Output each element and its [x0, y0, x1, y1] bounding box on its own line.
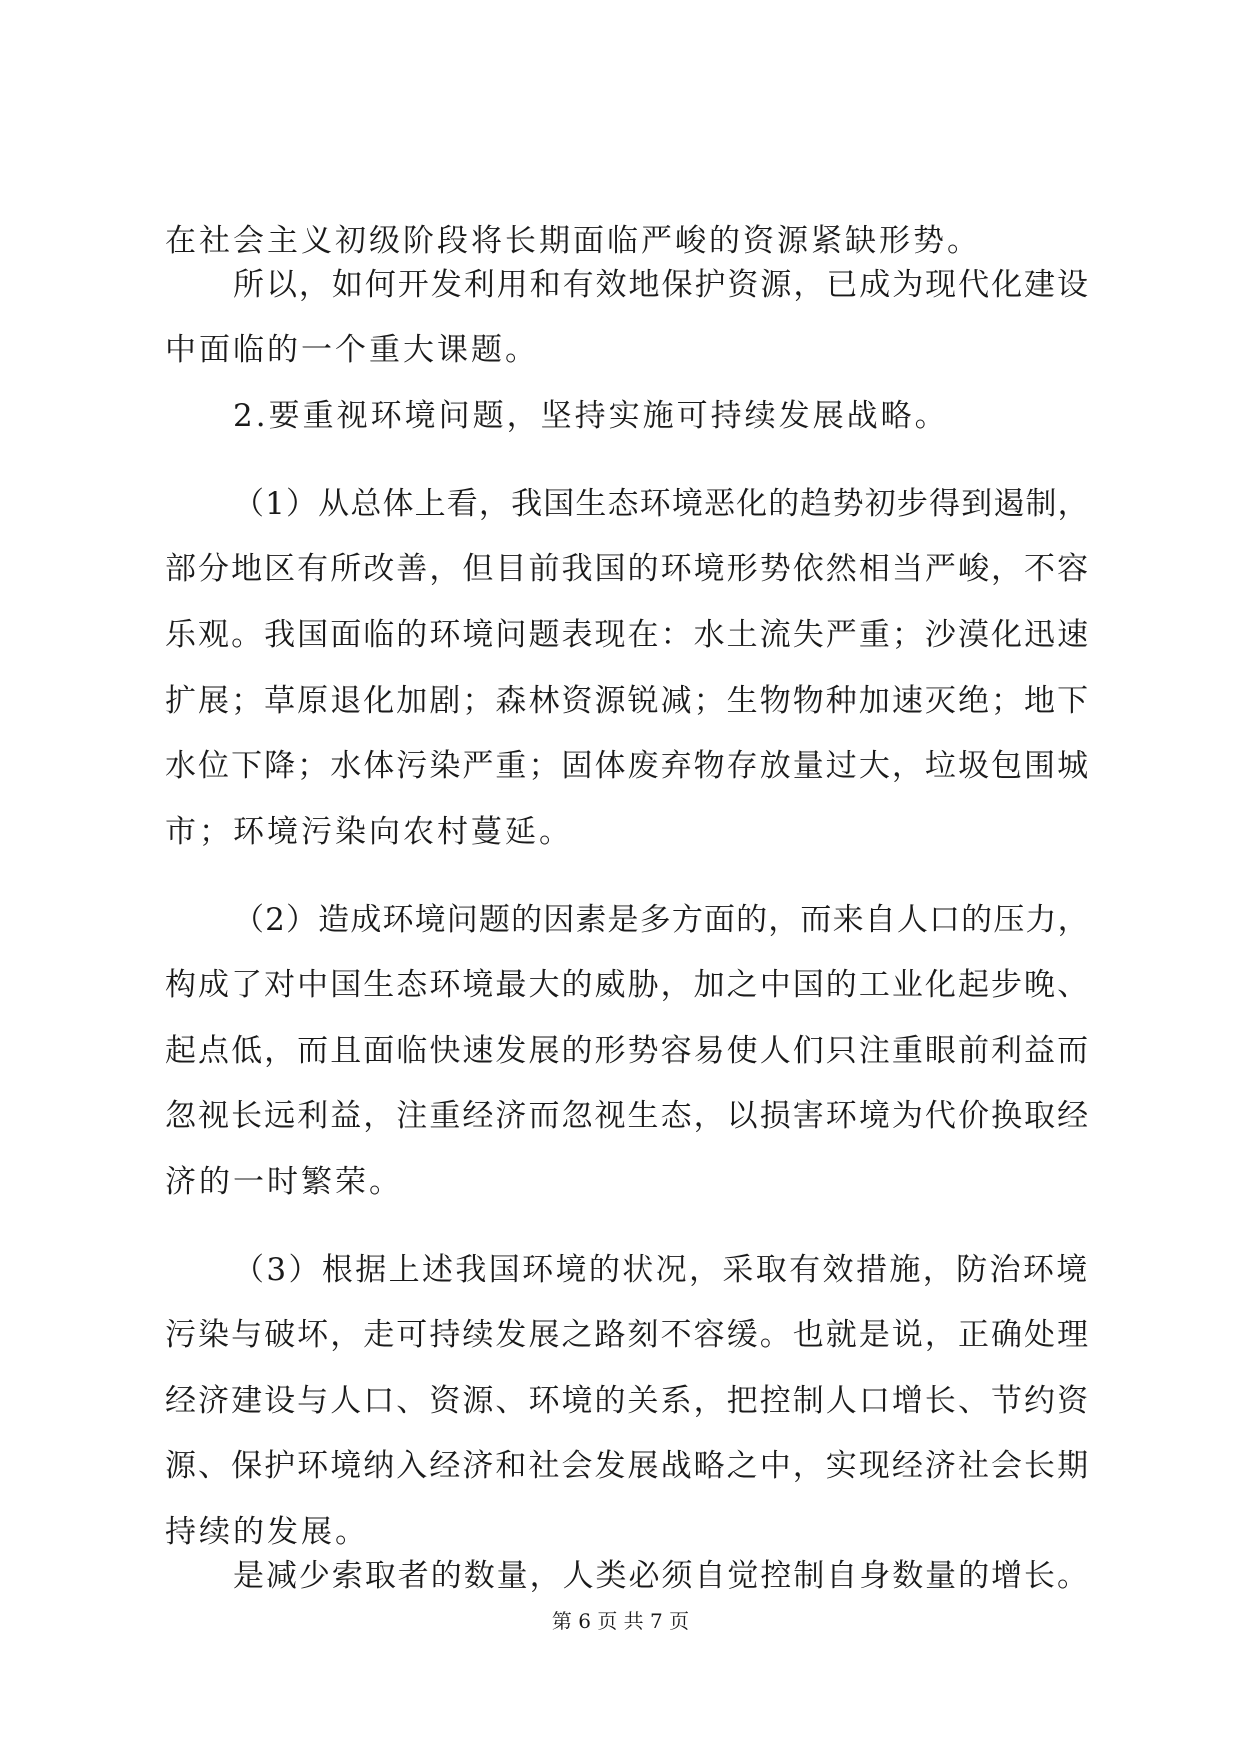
text-line: 济的一时繁荣。 — [165, 1164, 403, 1200]
text-line: 在社会主义初级阶段将长期面临严峻的资源紧缺形势。 — [165, 223, 981, 259]
text-line: 起点低，而且面临快速发展的形势容易使人们只注重眼前利益而 — [165, 1033, 1091, 1069]
text-line: 经济建设与人口、资源、环境的关系，把控制人口增长、节约资 — [165, 1383, 1091, 1419]
text-line: 市；环境污染向农村蔓延。 — [165, 814, 573, 850]
text-line: 污染与破坏，走可持续发展之路刻不容缓。也就是说，正确处理 — [165, 1317, 1091, 1353]
text-line: 部分地区有所改善，但目前我国的环境形势依然相当严峻，不容 — [165, 551, 1091, 587]
text-line: 扩展；草原退化加剧；森林资源锐减；生物物种加速灭绝；地下 — [165, 683, 1091, 719]
text-line: （2）造成环境问题的因素是多方面的，而来自人口的压力， — [233, 902, 1090, 938]
text-line: 构成了对中国生态环境最大的威胁，加之中国的工业化起步晚、 — [165, 967, 1091, 1003]
text-line: 源、保护环境纳入经济和社会发展战略之中，实现经济社会长期 — [165, 1448, 1091, 1484]
text-line: 所以，如何开发利用和有效地保护资源，已成为现代化建设 — [233, 267, 1090, 303]
text-line: 2.要重视环境问题，坚持实施可持续发展战略。 — [233, 398, 949, 434]
text-line: 持续的发展。 — [165, 1514, 369, 1550]
text-line: 是减少索取者的数量，人类必须自觉控制自身数量的增长。 — [233, 1558, 1090, 1594]
text-line: （3）根据上述我国环境的状况，采取有效措施，防治环境 — [233, 1252, 1090, 1288]
text-line: 中面临的一个重大课题。 — [165, 332, 539, 368]
text-line: 忽视长远利益，注重经济而忽视生态，以损害环境为代价换取经 — [165, 1098, 1091, 1134]
text-line: 水位下降；水体污染严重；固体废弃物存放量过大，垃圾包围城 — [165, 748, 1091, 784]
page-number-footer: 第 6 页 共 7 页 — [551, 1609, 690, 1633]
text-line: 乐观。我国面临的环境问题表现在：水土流失严重；沙漠化迅速 — [165, 617, 1091, 653]
text-line: （1）从总体上看，我国生态环境恶化的趋势初步得到遏制， — [233, 486, 1090, 522]
